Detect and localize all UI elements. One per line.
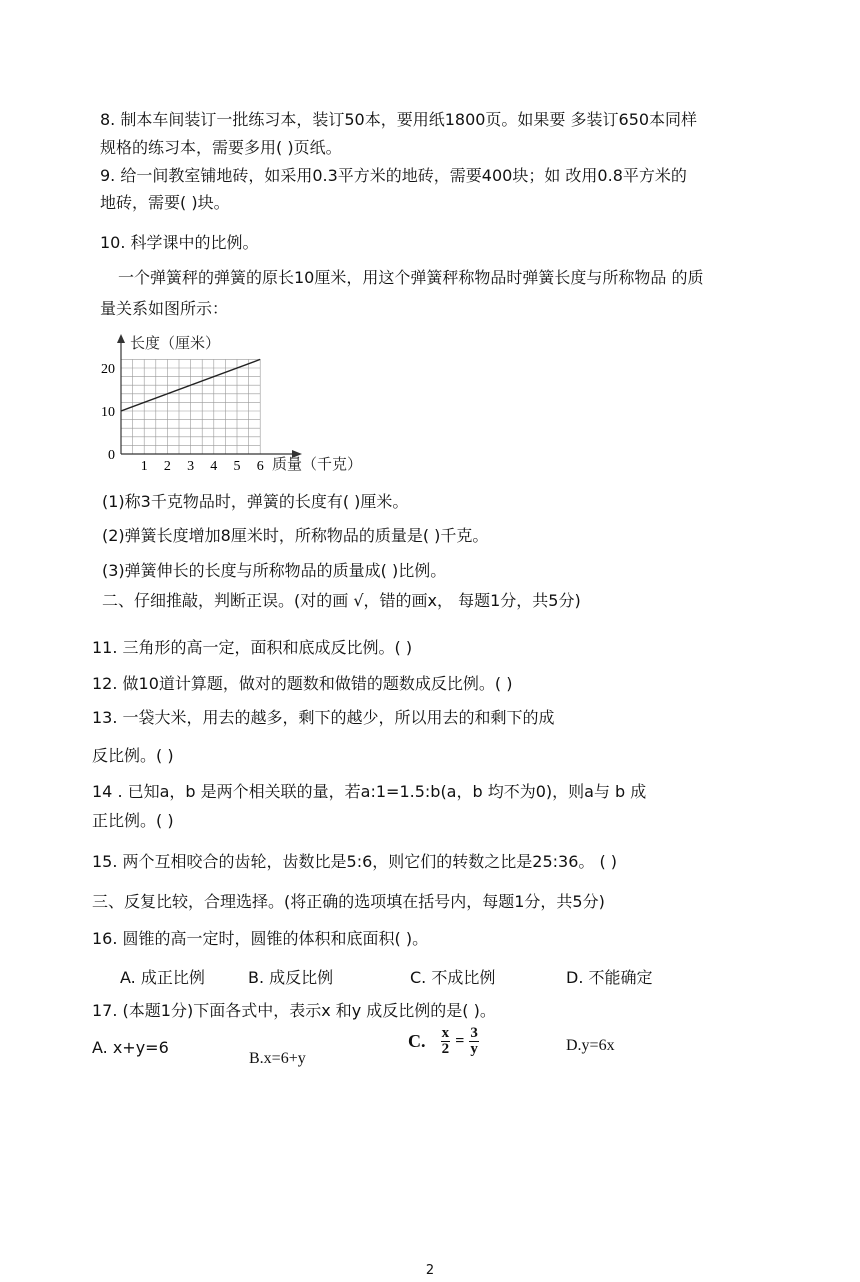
q12: 12. 做10道计算题，做对的题数和做错的题数成反比例。( ) <box>92 674 513 693</box>
x-tick-label: 2 <box>163 459 171 474</box>
x-tick-label: 6 <box>256 459 264 474</box>
equals-sign: = <box>455 1032 465 1050</box>
q10-text-line1: 一个弹簧秤的弹簧的原长10厘米，用这个弹簧秤称物品时弹簧长度与所称物品 的质 <box>118 268 704 287</box>
chart-ticks <box>101 362 264 474</box>
q14-line1: 14 . 已知a，b 是两个相关联的量，若a:1=1.5:b(a，b 均不为0)，则a与 b 成 <box>92 782 647 801</box>
q17-option-c-label: C. <box>408 1031 426 1051</box>
q16-option-b: B. 成反比例 <box>248 968 334 987</box>
q17-option-a: A. x+y=6 <box>92 1038 169 1057</box>
x-tick-label: 4 <box>210 459 218 474</box>
fraction-denominator: y <box>470 1041 478 1057</box>
q9-line2: 地砖，需要( )块。 <box>100 193 230 212</box>
q8-line2: 规格的练习本，需要多用( )页纸。 <box>100 138 342 157</box>
y-axis-label: 长度（厘米） <box>130 334 221 352</box>
q16-option-c: C. 不成比例 <box>410 968 496 987</box>
q14-line2: 正比例。( ) <box>92 811 174 830</box>
x-tick-label: 1 <box>140 459 148 474</box>
q17-option-c <box>408 1026 479 1057</box>
q10-sub1: (1)称3千克物品时，弹簧的长度有( )厘米。 <box>102 492 409 511</box>
page-number: 2 <box>425 1263 435 1278</box>
chart-grid <box>121 359 260 454</box>
q16-option-d: D. 不能确定 <box>566 968 653 987</box>
fraction-numerator: 3 <box>470 1025 478 1041</box>
q16: 16. 圆锥的高一定时，圆锥的体积和底面积( )。 <box>92 929 429 948</box>
y-tick-label: 10 <box>101 405 115 420</box>
q16-option-a: A. 成正比例 <box>120 968 205 987</box>
q11: 11. 三角形的高一定，面积和底成反比例。( ) <box>92 638 413 657</box>
y-tick-label: 20 <box>101 362 115 377</box>
q10-text-line2: 量关系如图所示： <box>100 299 229 318</box>
q17: 17. (本题1分)下面各式中，表示x 和y 成反比例的是( )。 <box>92 1001 496 1020</box>
q17-option-d: D.y=6x <box>566 1037 615 1054</box>
q17-option-b: B.x=6+y <box>249 1050 306 1067</box>
x-axis-label: 质量（千克） <box>272 455 363 473</box>
q9-line1: 9. 给一间教室铺地砖，如采用0.3平方米的地砖，需要400块；如 改用0.8平方米的 <box>100 166 687 185</box>
fraction-x-over-2 <box>441 1026 451 1057</box>
section-3-heading: 三、反复比较，合理选择。(将正确的选项填在括号内，每题1分，共5分) <box>92 892 605 911</box>
x-tick-label: 3 <box>187 459 195 474</box>
fraction-numerator: x <box>441 1025 450 1041</box>
section-2-heading: 二、仔细推敲，判断正误。(对的画 √，错的画x， 每题1分，共5分) <box>102 591 581 610</box>
y-axis-arrow-icon <box>117 334 125 343</box>
fraction-3-over-y <box>469 1026 479 1057</box>
q10-title: 10. 科学课中的比例。 <box>100 233 259 252</box>
q10-sub2: (2)弹簧长度增加8厘米时，所称物品的质量是( )千克。 <box>102 526 489 545</box>
spring-chart <box>86 326 376 476</box>
x-tick-label: 5 <box>233 459 241 474</box>
y-tick-label: 0 <box>108 448 115 463</box>
q13-line1: 13. 一袋大米，用去的越多，剩下的越少，所以用去的和剩下的成 <box>92 708 555 727</box>
q13-line2: 反比例。( ) <box>92 746 174 765</box>
q8-line1: 8. 制本车间装订一批练习本，装订50本，要用纸1800页。如果要 多装订650本同样 <box>100 110 698 129</box>
fraction-denominator: 2 <box>441 1041 450 1057</box>
q15: 15. 两个互相咬合的齿轮，齿数比是5:6，则它们的转数之比是25:36。 ( ) <box>92 852 618 871</box>
q10-sub3: (3)弹簧伸长的长度与所称物品的质量成( )比例。 <box>102 561 447 580</box>
